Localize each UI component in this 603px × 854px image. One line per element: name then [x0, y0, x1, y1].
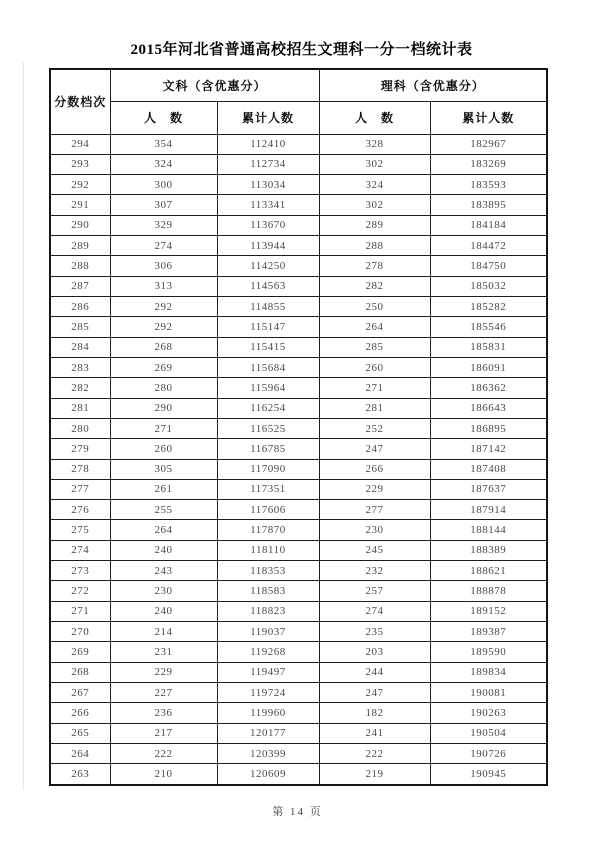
science-count-cell: 264: [319, 317, 430, 337]
science-count-cell: 244: [319, 662, 430, 682]
science-cumulative-cell: 185546: [430, 317, 547, 337]
science-cumulative-cell: 190263: [430, 703, 547, 723]
score-cell: 291: [50, 195, 110, 215]
header-arts-cumulative: 累计人数: [217, 101, 319, 134]
score-cell: 264: [50, 743, 110, 763]
arts-cumulative-cell: 117606: [217, 500, 319, 520]
score-cell: 274: [50, 540, 110, 560]
science-count-cell: 289: [319, 215, 430, 235]
arts-count-cell: 290: [110, 398, 217, 418]
arts-count-cell: 214: [110, 622, 217, 642]
score-cell: 271: [50, 601, 110, 621]
table-row: [50, 175, 547, 195]
arts-count-cell: 264: [110, 520, 217, 540]
arts-count-cell: 305: [110, 459, 217, 479]
arts-count-cell: 240: [110, 601, 217, 621]
page-title: 2015年河北省普通高校招生文理科一分一档统计表: [130, 42, 473, 58]
science-count-cell: 247: [319, 439, 430, 459]
arts-count-cell: 271: [110, 418, 217, 438]
science-count-cell: 250: [319, 297, 430, 317]
science-cumulative-cell: 190504: [430, 723, 547, 743]
arts-count-cell: 260: [110, 439, 217, 459]
score-cell: 272: [50, 581, 110, 601]
table-row: [50, 479, 547, 499]
science-cumulative-cell: 187142: [430, 439, 547, 459]
science-cumulative-cell: 186643: [430, 398, 547, 418]
arts-count-cell: 217: [110, 723, 217, 743]
science-cumulative-cell: 186091: [430, 357, 547, 377]
arts-cumulative-cell: 119960: [217, 703, 319, 723]
arts-cumulative-cell: 114250: [217, 256, 319, 276]
science-count-cell: 252: [319, 418, 430, 438]
science-count-cell: 257: [319, 581, 430, 601]
science-cumulative-cell: 188389: [430, 540, 547, 560]
arts-count-cell: 354: [110, 134, 217, 154]
science-cumulative-cell: 189387: [430, 622, 547, 642]
science-cumulative-cell: 183269: [430, 154, 547, 174]
header-arts-count: 人 数: [110, 101, 217, 134]
arts-cumulative-cell: 119037: [217, 622, 319, 642]
table-row: [50, 215, 547, 235]
table-row: [50, 439, 547, 459]
table-row: [50, 764, 547, 785]
arts-count-cell: 300: [110, 175, 217, 195]
science-count-cell: 245: [319, 540, 430, 560]
table-body: [50, 134, 547, 785]
science-count-cell: 288: [319, 236, 430, 256]
arts-cumulative-cell: 116785: [217, 439, 319, 459]
science-count-cell: 274: [319, 601, 430, 621]
score-cell: 276: [50, 500, 110, 520]
score-cell: 285: [50, 317, 110, 337]
arts-cumulative-cell: 118353: [217, 561, 319, 581]
header-sub-row: [50, 101, 547, 134]
arts-cumulative-cell: 113670: [217, 215, 319, 235]
table-row: [50, 154, 547, 174]
science-cumulative-cell: 188621: [430, 561, 547, 581]
arts-count-cell: 324: [110, 154, 217, 174]
arts-count-cell: 313: [110, 276, 217, 296]
science-count-cell: 222: [319, 743, 430, 763]
table-row: [50, 236, 547, 256]
arts-cumulative-cell: 115147: [217, 317, 319, 337]
science-cumulative-cell: 185282: [430, 297, 547, 317]
score-cell: 292: [50, 175, 110, 195]
table-row: [50, 642, 547, 662]
science-count-cell: 235: [319, 622, 430, 642]
score-cell: 286: [50, 297, 110, 317]
table-header: [50, 69, 547, 134]
science-cumulative-cell: 188144: [430, 520, 547, 540]
arts-cumulative-cell: 119497: [217, 662, 319, 682]
score-cell: 288: [50, 256, 110, 276]
arts-cumulative-cell: 114563: [217, 276, 319, 296]
arts-count-cell: 280: [110, 378, 217, 398]
table-row: [50, 276, 547, 296]
score-cell: 267: [50, 682, 110, 702]
score-cell: 279: [50, 439, 110, 459]
score-cell: 284: [50, 337, 110, 357]
page-edge-shadow: [23, 62, 24, 790]
science-cumulative-cell: 185032: [430, 276, 547, 296]
table-row: [50, 134, 547, 154]
science-count-cell: 302: [319, 195, 430, 215]
arts-cumulative-cell: 120609: [217, 764, 319, 785]
science-count-cell: 328: [319, 134, 430, 154]
science-cumulative-cell: 185831: [430, 337, 547, 357]
arts-count-cell: 210: [110, 764, 217, 785]
table-row: [50, 357, 547, 377]
score-cell: 268: [50, 662, 110, 682]
arts-cumulative-cell: 117870: [217, 520, 319, 540]
arts-count-cell: 269: [110, 357, 217, 377]
science-cumulative-cell: 183593: [430, 175, 547, 195]
arts-count-cell: 222: [110, 743, 217, 763]
arts-cumulative-cell: 113944: [217, 236, 319, 256]
science-cumulative-cell: 190945: [430, 764, 547, 785]
arts-count-cell: 236: [110, 703, 217, 723]
table-row: [50, 337, 547, 357]
science-count-cell: 281: [319, 398, 430, 418]
science-count-cell: 260: [319, 357, 430, 377]
science-cumulative-cell: 188878: [430, 581, 547, 601]
score-cell: 266: [50, 703, 110, 723]
table-row: [50, 601, 547, 621]
science-count-cell: 230: [319, 520, 430, 540]
science-count-cell: 282: [319, 276, 430, 296]
table-row: [50, 378, 547, 398]
arts-cumulative-cell: 115684: [217, 357, 319, 377]
header-science-cumulative: 累计人数: [430, 101, 547, 134]
table-row: [50, 256, 547, 276]
table-row: [50, 581, 547, 601]
score-cell: 294: [50, 134, 110, 154]
arts-count-cell: 268: [110, 337, 217, 357]
arts-cumulative-cell: 117351: [217, 479, 319, 499]
header-group-row: [50, 69, 547, 101]
arts-cumulative-cell: 117090: [217, 459, 319, 479]
table-row: [50, 561, 547, 581]
arts-count-cell: 329: [110, 215, 217, 235]
score-cell: 277: [50, 479, 110, 499]
arts-count-cell: 231: [110, 642, 217, 662]
science-count-cell: 182: [319, 703, 430, 723]
science-cumulative-cell: 186895: [430, 418, 547, 438]
science-cumulative-cell: 189590: [430, 642, 547, 662]
score-distribution-table: [49, 68, 548, 786]
arts-count-cell: 240: [110, 540, 217, 560]
score-cell: 275: [50, 520, 110, 540]
table-row: [50, 540, 547, 560]
arts-cumulative-cell: 113341: [217, 195, 319, 215]
score-cell: 280: [50, 418, 110, 438]
science-count-cell: 302: [319, 154, 430, 174]
arts-count-cell: 306: [110, 256, 217, 276]
science-cumulative-cell: 183895: [430, 195, 547, 215]
science-count-cell: 285: [319, 337, 430, 357]
table-row: [50, 520, 547, 540]
header-score-tier: 分数档次: [50, 69, 110, 134]
arts-cumulative-cell: 118823: [217, 601, 319, 621]
arts-cumulative-cell: 113034: [217, 175, 319, 195]
arts-count-cell: 230: [110, 581, 217, 601]
arts-cumulative-cell: 118583: [217, 581, 319, 601]
header-arts-group: 文科（含优惠分）: [110, 69, 319, 101]
table-row: [50, 703, 547, 723]
table-row: [50, 743, 547, 763]
science-cumulative-cell: 187637: [430, 479, 547, 499]
arts-count-cell: 307: [110, 195, 217, 215]
arts-cumulative-cell: 116254: [217, 398, 319, 418]
science-cumulative-cell: 187914: [430, 500, 547, 520]
science-count-cell: 271: [319, 378, 430, 398]
score-cell: 283: [50, 357, 110, 377]
table-row: [50, 662, 547, 682]
header-science-count: 人 数: [319, 101, 430, 134]
table-row: [50, 500, 547, 520]
score-cell: 282: [50, 378, 110, 398]
science-count-cell: 277: [319, 500, 430, 520]
arts-cumulative-cell: 116525: [217, 418, 319, 438]
table-row: [50, 297, 547, 317]
arts-count-cell: 229: [110, 662, 217, 682]
arts-count-cell: 292: [110, 297, 217, 317]
science-cumulative-cell: 186362: [430, 378, 547, 398]
arts-cumulative-cell: 119724: [217, 682, 319, 702]
arts-cumulative-cell: 119268: [217, 642, 319, 662]
arts-cumulative-cell: 114855: [217, 297, 319, 317]
science-cumulative-cell: 184750: [430, 256, 547, 276]
arts-count-cell: 292: [110, 317, 217, 337]
score-cell: 270: [50, 622, 110, 642]
science-count-cell: 241: [319, 723, 430, 743]
science-count-cell: 219: [319, 764, 430, 785]
arts-cumulative-cell: 118110: [217, 540, 319, 560]
score-cell: 289: [50, 236, 110, 256]
score-cell: 281: [50, 398, 110, 418]
science-count-cell: 324: [319, 175, 430, 195]
table-row: [50, 723, 547, 743]
science-cumulative-cell: 187408: [430, 459, 547, 479]
table-row: [50, 682, 547, 702]
science-cumulative-cell: 190081: [430, 682, 547, 702]
arts-cumulative-cell: 115964: [217, 378, 319, 398]
science-cumulative-cell: 184472: [430, 236, 547, 256]
score-cell: 290: [50, 215, 110, 235]
table-row: [50, 195, 547, 215]
science-count-cell: 232: [319, 561, 430, 581]
science-count-cell: 247: [319, 682, 430, 702]
science-cumulative-cell: 184184: [430, 215, 547, 235]
table-row: [50, 418, 547, 438]
table-row: [50, 622, 547, 642]
score-cell: 273: [50, 561, 110, 581]
score-cell: 269: [50, 642, 110, 662]
arts-count-cell: 274: [110, 236, 217, 256]
score-cell: 263: [50, 764, 110, 785]
arts-count-cell: 255: [110, 500, 217, 520]
science-cumulative-cell: 182967: [430, 134, 547, 154]
score-cell: 278: [50, 459, 110, 479]
table-row: [50, 317, 547, 337]
header-science-group: 理科（含优惠分）: [319, 69, 547, 101]
science-count-cell: 203: [319, 642, 430, 662]
page-number: 第 14 页: [272, 806, 323, 818]
science-cumulative-cell: 189834: [430, 662, 547, 682]
arts-count-cell: 261: [110, 479, 217, 499]
score-cell: 287: [50, 276, 110, 296]
arts-count-cell: 243: [110, 561, 217, 581]
science-cumulative-cell: 189152: [430, 601, 547, 621]
arts-count-cell: 227: [110, 682, 217, 702]
score-cell: 293: [50, 154, 110, 174]
science-cumulative-cell: 190726: [430, 743, 547, 763]
science-count-cell: 266: [319, 459, 430, 479]
arts-cumulative-cell: 120399: [217, 743, 319, 763]
science-count-cell: 229: [319, 479, 430, 499]
arts-cumulative-cell: 115415: [217, 337, 319, 357]
arts-cumulative-cell: 112734: [217, 154, 319, 174]
science-count-cell: 278: [319, 256, 430, 276]
arts-cumulative-cell: 120177: [217, 723, 319, 743]
table-row: [50, 398, 547, 418]
arts-cumulative-cell: 112410: [217, 134, 319, 154]
table-row: [50, 459, 547, 479]
score-cell: 265: [50, 723, 110, 743]
